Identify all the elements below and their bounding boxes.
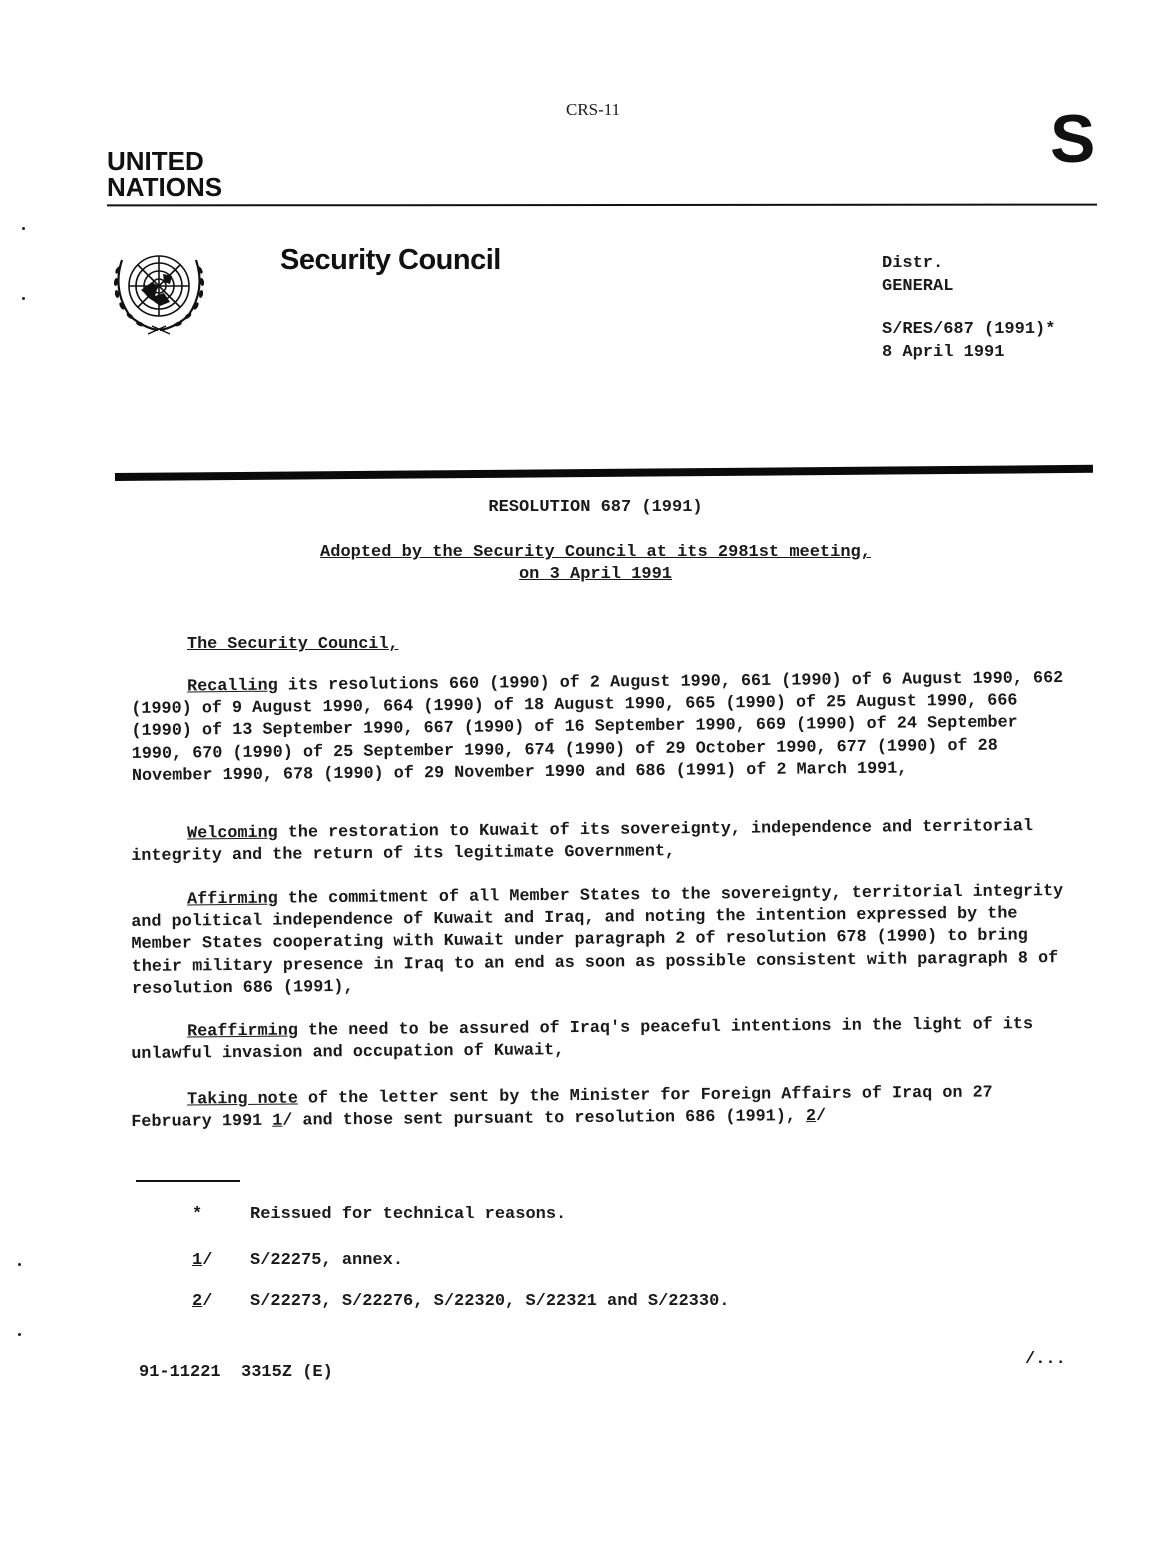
paragraph-keyword: Taking note bbox=[187, 1089, 298, 1110]
organization-name-line1: UNITED bbox=[107, 146, 204, 176]
paragraph-keyword: Reaffirming bbox=[187, 1021, 298, 1042]
organization-name-line2: NATIONS bbox=[107, 172, 223, 202]
scan-speck bbox=[22, 227, 25, 230]
footnote-text: S/22275, annex. bbox=[250, 1251, 404, 1270]
footnote-ref-1[interactable]: 1 bbox=[272, 1111, 283, 1131]
scan-speck bbox=[18, 1263, 21, 1266]
preamble-paragraph bbox=[131, 1014, 1076, 1067]
scan-speck bbox=[18, 1333, 21, 1336]
opening-phrase bbox=[187, 634, 1132, 656]
document-number: 91-11221 3315Z (E) bbox=[139, 1363, 333, 1382]
paragraph-text: / and those sent pursuant to resolution 686 (1991), bbox=[282, 1107, 807, 1131]
paragraph-text: of the letter sent by the Minister for Foreign Affairs of Iraq on 27 February 1991 bbox=[131, 1083, 993, 1133]
footnote-marker-suffix: / bbox=[202, 1251, 213, 1270]
paragraph-keyword: Recalling bbox=[187, 676, 278, 697]
resolution-title: RESOLUTION 687 (1991) bbox=[488, 498, 703, 517]
footnote-marker: * bbox=[192, 1205, 203, 1224]
heavy-rule bbox=[115, 465, 1093, 481]
footnote bbox=[192, 1292, 729, 1311]
paragraph-text: its resolutions 660 (1990) of 2 August 1990, 661 (1990) of 6 August 1990, 662 (1990) of 9 August 1990, 664 (1990) of 18 August 1990, 665 (1990) of 25 August 1990, 666 (1990) of 13 September 1990, 667 (1990) of 16 September 1990, 669 (1990) of 24 September 1990, 670 (1990) of 25 September 1990, 674 (1990) of 29 October 1990, 677 (1990) of 28 November 1990, 678 (1990) of 29 November 1990 and 686 (1991) of 2 March 1991, bbox=[131, 669, 1064, 786]
footnote bbox=[192, 1205, 566, 1224]
paragraph-text: the commitment of all Member States to the sovereignty, territorial integrity and political independence of Kuwait and Iraq, and noting the intention expressed by the Member States cooperating with Kuwait under paragraph 2 of resolution 678 (1990) to bring their military presence in Iraq to an end as soon as possible consistent with paragraph 8 of resolution 686 (1991), bbox=[131, 882, 1064, 999]
adoption-note bbox=[0, 542, 1166, 586]
organization-name bbox=[107, 148, 222, 200]
footnote bbox=[192, 1251, 403, 1270]
paragraph-text: the restoration to Kuwait of its sovereignty, independence and territorial integrity and the return of its legitimate Government, bbox=[131, 817, 1034, 867]
document-reference bbox=[882, 318, 1055, 364]
organ-title: Security Council bbox=[280, 244, 501, 276]
header-rule bbox=[107, 204, 1097, 207]
footnote-ref-2[interactable]: 2 bbox=[805, 1107, 817, 1127]
preamble-paragraph bbox=[131, 1082, 1076, 1135]
scan-speck bbox=[22, 297, 25, 300]
continued-marker: /... bbox=[1025, 1350, 1066, 1369]
footnote-text: Reissued for technical reasons. bbox=[250, 1205, 567, 1224]
adoption-line-2: on 3 April 1991 bbox=[518, 565, 673, 584]
paragraph-keyword: Affirming bbox=[187, 889, 278, 910]
distribution-value: GENERAL bbox=[882, 277, 954, 296]
footnote-text: S/22273, S/22276, S/22320, S/22321 and S/22330. bbox=[250, 1292, 730, 1311]
document-symbol: S/RES/687 (1991)* bbox=[882, 320, 1056, 339]
paragraph-keyword: Welcoming bbox=[187, 823, 278, 844]
preamble-paragraph bbox=[131, 816, 1076, 869]
un-emblem-icon bbox=[108, 246, 210, 336]
footnote-marker-number: 1 bbox=[192, 1251, 203, 1270]
paragraph-text: / bbox=[816, 1107, 827, 1127]
document-code: CRS-11 bbox=[566, 100, 621, 119]
series-letter: S bbox=[1050, 101, 1096, 177]
preamble-paragraph bbox=[131, 668, 1077, 788]
footnote-rule bbox=[136, 1180, 240, 1182]
footnote-marker bbox=[192, 1292, 250, 1311]
footnote-marker-suffix: / bbox=[202, 1292, 213, 1311]
distribution-label: Distr. bbox=[882, 254, 944, 273]
opening-text: The Security Council, bbox=[187, 635, 399, 654]
footnote-marker-number: 2 bbox=[192, 1292, 203, 1311]
footnote-marker bbox=[192, 1251, 250, 1270]
paragraph-text: the need to be assured of Iraq's peaceful intentions in the light of its unlawful invasion and occupation of Kuwait, bbox=[131, 1015, 1034, 1065]
document-date: 8 April 1991 bbox=[882, 343, 1005, 362]
preamble-paragraph bbox=[131, 881, 1077, 1001]
distribution-block bbox=[882, 252, 953, 298]
adoption-line-1: Adopted by the Security Council at its 2981st meeting, bbox=[320, 543, 871, 562]
